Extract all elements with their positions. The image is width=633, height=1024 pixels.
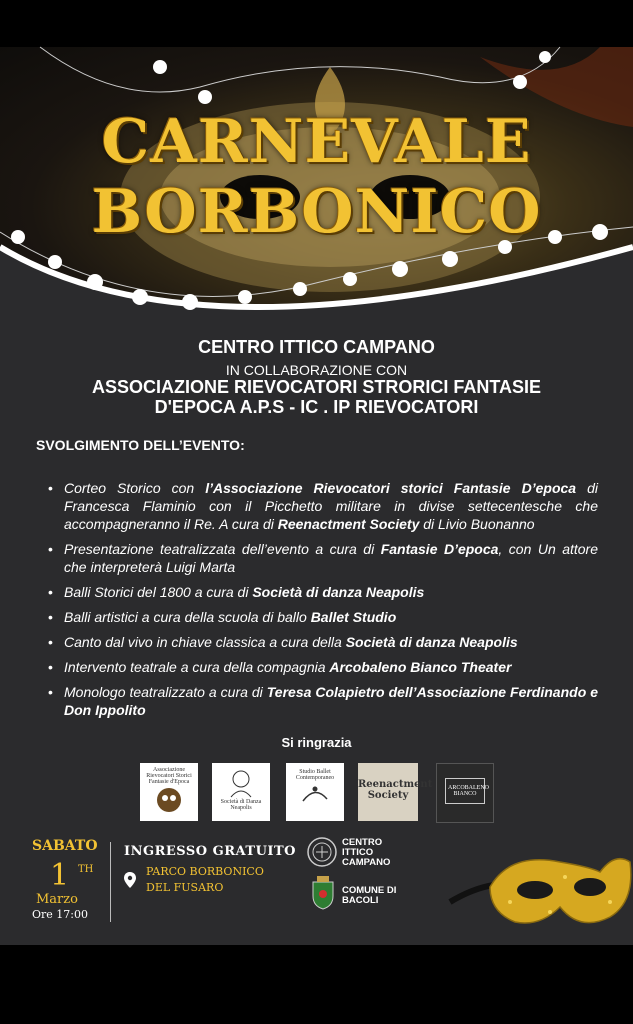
- program-list: [48, 479, 598, 726]
- highlight-text: Fantasie D’epoca: [380, 541, 499, 557]
- item-text: Intervento teatrale a cura della compagnia: [64, 659, 330, 675]
- highlight-text: Teresa Colapietro dell’Associazione Ferdinando e Don Ippolito: [64, 684, 598, 718]
- program-item: [48, 608, 598, 626]
- sponsor-line: ITTICO: [342, 847, 374, 858]
- program-heading: SVOLGIMENTO DELL’EVENTO:: [36, 437, 245, 453]
- event-details: [0, 832, 633, 945]
- location-line-1: PARCO BORBONICO: [146, 865, 264, 878]
- association-line-1: ASSOCIAZIONE RIEVOCATORI STRORICI FANTASIE: [91, 377, 542, 397]
- logo-caption: Società di Danza Neapolis: [220, 799, 262, 811]
- comune-bacoli-crest-icon: [310, 876, 336, 910]
- comune-bacoli-label: [342, 886, 396, 906]
- centro-ittico-label: [342, 838, 390, 868]
- item-text: Monologo teatralizzato a cura di: [64, 684, 267, 700]
- divider: [110, 842, 111, 922]
- sponsor-line: CENTRO: [342, 837, 383, 848]
- sponsor-line: BACOLI: [342, 895, 379, 906]
- location-line-2: DEL FUSARO: [146, 881, 224, 894]
- association-name: [0, 377, 633, 417]
- gold-mask-image: [440, 832, 633, 942]
- arcobaleno-bianco-logo: [436, 763, 494, 823]
- entry-info: INGRESSO GRATUITO: [124, 844, 296, 859]
- item-text: Canto dal vivo in chiave classica a cura della: [64, 634, 346, 650]
- event-day: 1: [50, 858, 70, 893]
- thanks-label: Si ringrazia: [281, 735, 352, 750]
- highlight-text: Società di danza Neapolis: [345, 634, 518, 650]
- studio-ballet-logo: [286, 763, 344, 821]
- program-item: [48, 683, 598, 719]
- organizer-name: CENTRO ITTICO CAMPANO: [198, 337, 435, 357]
- item-text: Balli Storici del 1800 a cura di: [64, 584, 253, 600]
- title-line-2: BORBONICO: [91, 177, 542, 247]
- highlight-text: Ballet Studio: [310, 609, 397, 625]
- program-item: [48, 479, 598, 533]
- title-line-1: CARNEVALE: [101, 107, 532, 177]
- event-location: [146, 864, 264, 896]
- reenactment-society-logo: [358, 763, 433, 821]
- highlight-text: Arcobaleno Bianco Theater: [329, 659, 512, 675]
- portrait-sketch-icon: [221, 767, 261, 797]
- header-banner: [0, 47, 633, 337]
- logo-caption: Reenactment Society: [358, 779, 433, 801]
- highlight-text: Società di danza Neapolis: [252, 584, 425, 600]
- collaboration-label: IN COLLABORAZIONE CON: [225, 362, 408, 378]
- skull-emblem-icon: [149, 785, 189, 815]
- logo-caption: ARCOBALENO BIANCO: [445, 778, 485, 804]
- item-text: Presentazione teatralizzata dell’evento a cura di: [64, 541, 381, 557]
- item-text: , con Un attore che interpreterà Luigi Marta: [64, 541, 598, 575]
- event-weekday: SABATO: [32, 838, 98, 854]
- program-item: [48, 583, 598, 601]
- highlight-text: l’Associazione Rievocatori storici Fantasie D’epoca: [205, 480, 577, 496]
- event-day-suffix: TH: [78, 864, 94, 875]
- sponsor-line: COMUNE DI: [342, 885, 397, 896]
- association-line-2: D'EPOCA A.P.S - IC . IP RIEVOCATORI: [154, 397, 479, 417]
- logo-caption: Studio Ballet Contemporaneo: [295, 769, 335, 781]
- item-text: di Livio Buonanno: [419, 516, 535, 532]
- logo-caption: Associazione Rievocatori Storici Fantasie d'Epoca: [146, 767, 192, 785]
- program-item: [48, 540, 598, 576]
- location-pin-icon: [124, 872, 136, 888]
- societa-danza-neapolis-logo: [212, 763, 270, 821]
- sponsor-line: CAMPANO: [342, 857, 391, 868]
- centro-ittico-emblem-icon: [306, 836, 338, 868]
- event-poster: [0, 47, 633, 945]
- program-item: [48, 633, 598, 651]
- item-text: Corteo Storico con: [64, 480, 206, 496]
- event-month: Marzo: [36, 892, 78, 907]
- item-text: di Francesca Flaminio con il Picchetto militare in divise settecentesche che accompagneranno il Re. A cura di: [64, 480, 598, 532]
- event-time: Ore 17:00: [32, 908, 88, 921]
- highlight-text: Reenactment Society: [277, 516, 420, 532]
- program-item: [48, 658, 598, 676]
- dancer-icon: [295, 781, 335, 805]
- item-text: Balli artistici a cura della scuola di ballo: [64, 609, 311, 625]
- associazione-rievocatori-logo: [140, 763, 198, 821]
